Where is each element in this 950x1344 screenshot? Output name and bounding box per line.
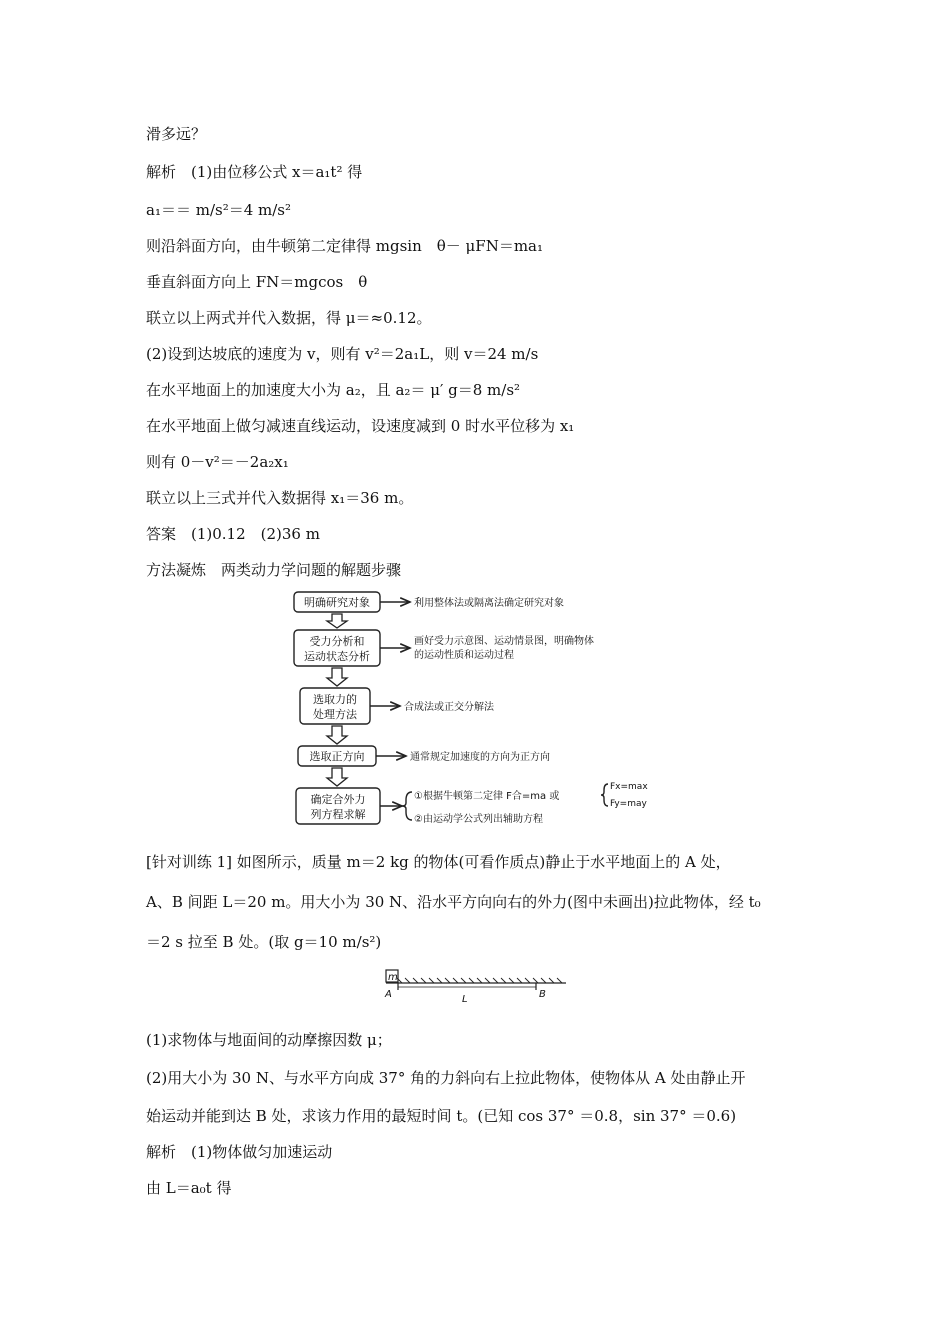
text-line: 在水平地面上做匀减速直线运动，设速度减到 0 时水平位移为 x₁ <box>146 417 575 435</box>
flow-step5-line2: 列方程求解 <box>310 808 366 821</box>
question-line: (1)求物体与地面间的动摩擦因数 μ； <box>146 1031 392 1049</box>
exercise-line: A、B 间距 L＝20 m。用大小为 30 N、沿水平方向向右的外力(图中未画出)拉此物体，经 t₀ <box>146 893 761 911</box>
flow-step5-line1: 确定合外力 <box>310 793 366 806</box>
question-line: (2)用大小为 30 N、与水平方向成 37° 角的力斜向右上拉此物体，使物体从 A 处由静止开 <box>146 1069 746 1087</box>
answer-line: 答案 (1)0.12 (2)36 m <box>146 525 320 543</box>
flow-step1: 明确研究对象 <box>304 596 370 609</box>
text-line: (2)设到达坡底的速度为 v，则有 v²＝2a₁L，则 v＝24 m/s <box>146 345 539 363</box>
text-line: 由 L＝a₀t 得 <box>146 1179 232 1197</box>
flow-note1: 利用整体法或隔离法确定研究对象 <box>414 598 564 609</box>
flow-note5b: ②由运动学公式列出辅助方程 <box>414 814 543 825</box>
text-line: 联立以上三式并代入数据得 x₁＝36 m。 <box>146 489 414 507</box>
flow-note4: 通常规定加速度的方向为正方向 <box>410 752 550 763</box>
down-arrow-icon <box>327 614 347 628</box>
flow-note3: 合成法或正交分解法 <box>404 702 494 713</box>
flow-note2-line2: 的运动性质和运动过程 <box>414 650 514 661</box>
text-line: 在水平地面上的加速度大小为 a₂，且 a₂＝ μ′ g＝8 m/s² <box>146 381 521 399</box>
text-line: 联立以上两式并代入数据，得 μ＝≈0.12。 <box>146 309 432 327</box>
flow-step3-line2: 处理方法 <box>313 708 357 721</box>
ground-hatching <box>397 978 562 983</box>
length-label: L <box>462 994 468 1005</box>
ground-figure <box>380 966 580 1010</box>
flow-step3-line1: 选取力的 <box>313 693 357 706</box>
flow-step4: 选取正方向 <box>309 750 365 763</box>
exercise-line: [针对训练 1] 如图所示，质量 m＝2 kg 的物体(可看作质点)静止于水平地面上的 A 处， <box>146 853 731 871</box>
point-b-label: B <box>539 989 546 1000</box>
down-arrow-icon <box>327 768 347 786</box>
flow-step2-line2: 运动状态分析 <box>304 650 370 663</box>
text-line: 解析 (1)物体做匀加速运动 <box>146 1143 333 1161</box>
question-line: 始运动并能到达 B 处，求该力作用的最短时间 t。(已知 cos 37° ＝0.8，sin 37° ＝0.6) <box>146 1107 737 1125</box>
flow-eq-x: Fx=max <box>610 782 648 792</box>
down-arrow-icon <box>327 726 347 744</box>
section-heading: 方法凝炼 两类动力学问题的解题步骤 <box>146 561 402 579</box>
text-line: 滑多远？ <box>146 125 207 143</box>
text-line: a₁＝＝ m/s²＝4 m/s² <box>146 201 292 219</box>
mass-label: m <box>388 972 398 983</box>
flow-step2-line1: 受力分析和 <box>309 635 365 648</box>
text-line: 解析 (1)由位移公式 x＝a₁t² 得 <box>146 163 363 181</box>
brace <box>601 784 608 806</box>
text-line: 则有 0－v²＝－2a₂x₁ <box>146 453 289 471</box>
flow-note5a: ①根据牛顿第二定律 F合=ma 或 <box>414 791 560 802</box>
brace <box>402 792 412 820</box>
down-arrow-icon <box>327 668 347 686</box>
flowchart <box>290 590 670 830</box>
point-a-label: A <box>385 989 392 1000</box>
flow-note2-line1: 画好受力示意图、运动情景图，明确物体 <box>414 636 594 647</box>
text-line: 则沿斜面方向，由牛顿第二定律得 mgsin θ－ μFN＝ma₁ <box>146 237 544 255</box>
text-line: 垂直斜面方向上 FN＝mgcos θ <box>146 273 368 291</box>
flow-eq-y: Fy=may <box>610 799 647 809</box>
exercise-line: ＝2 s 拉至 B 处。(取 g＝10 m/s²) <box>146 933 382 951</box>
